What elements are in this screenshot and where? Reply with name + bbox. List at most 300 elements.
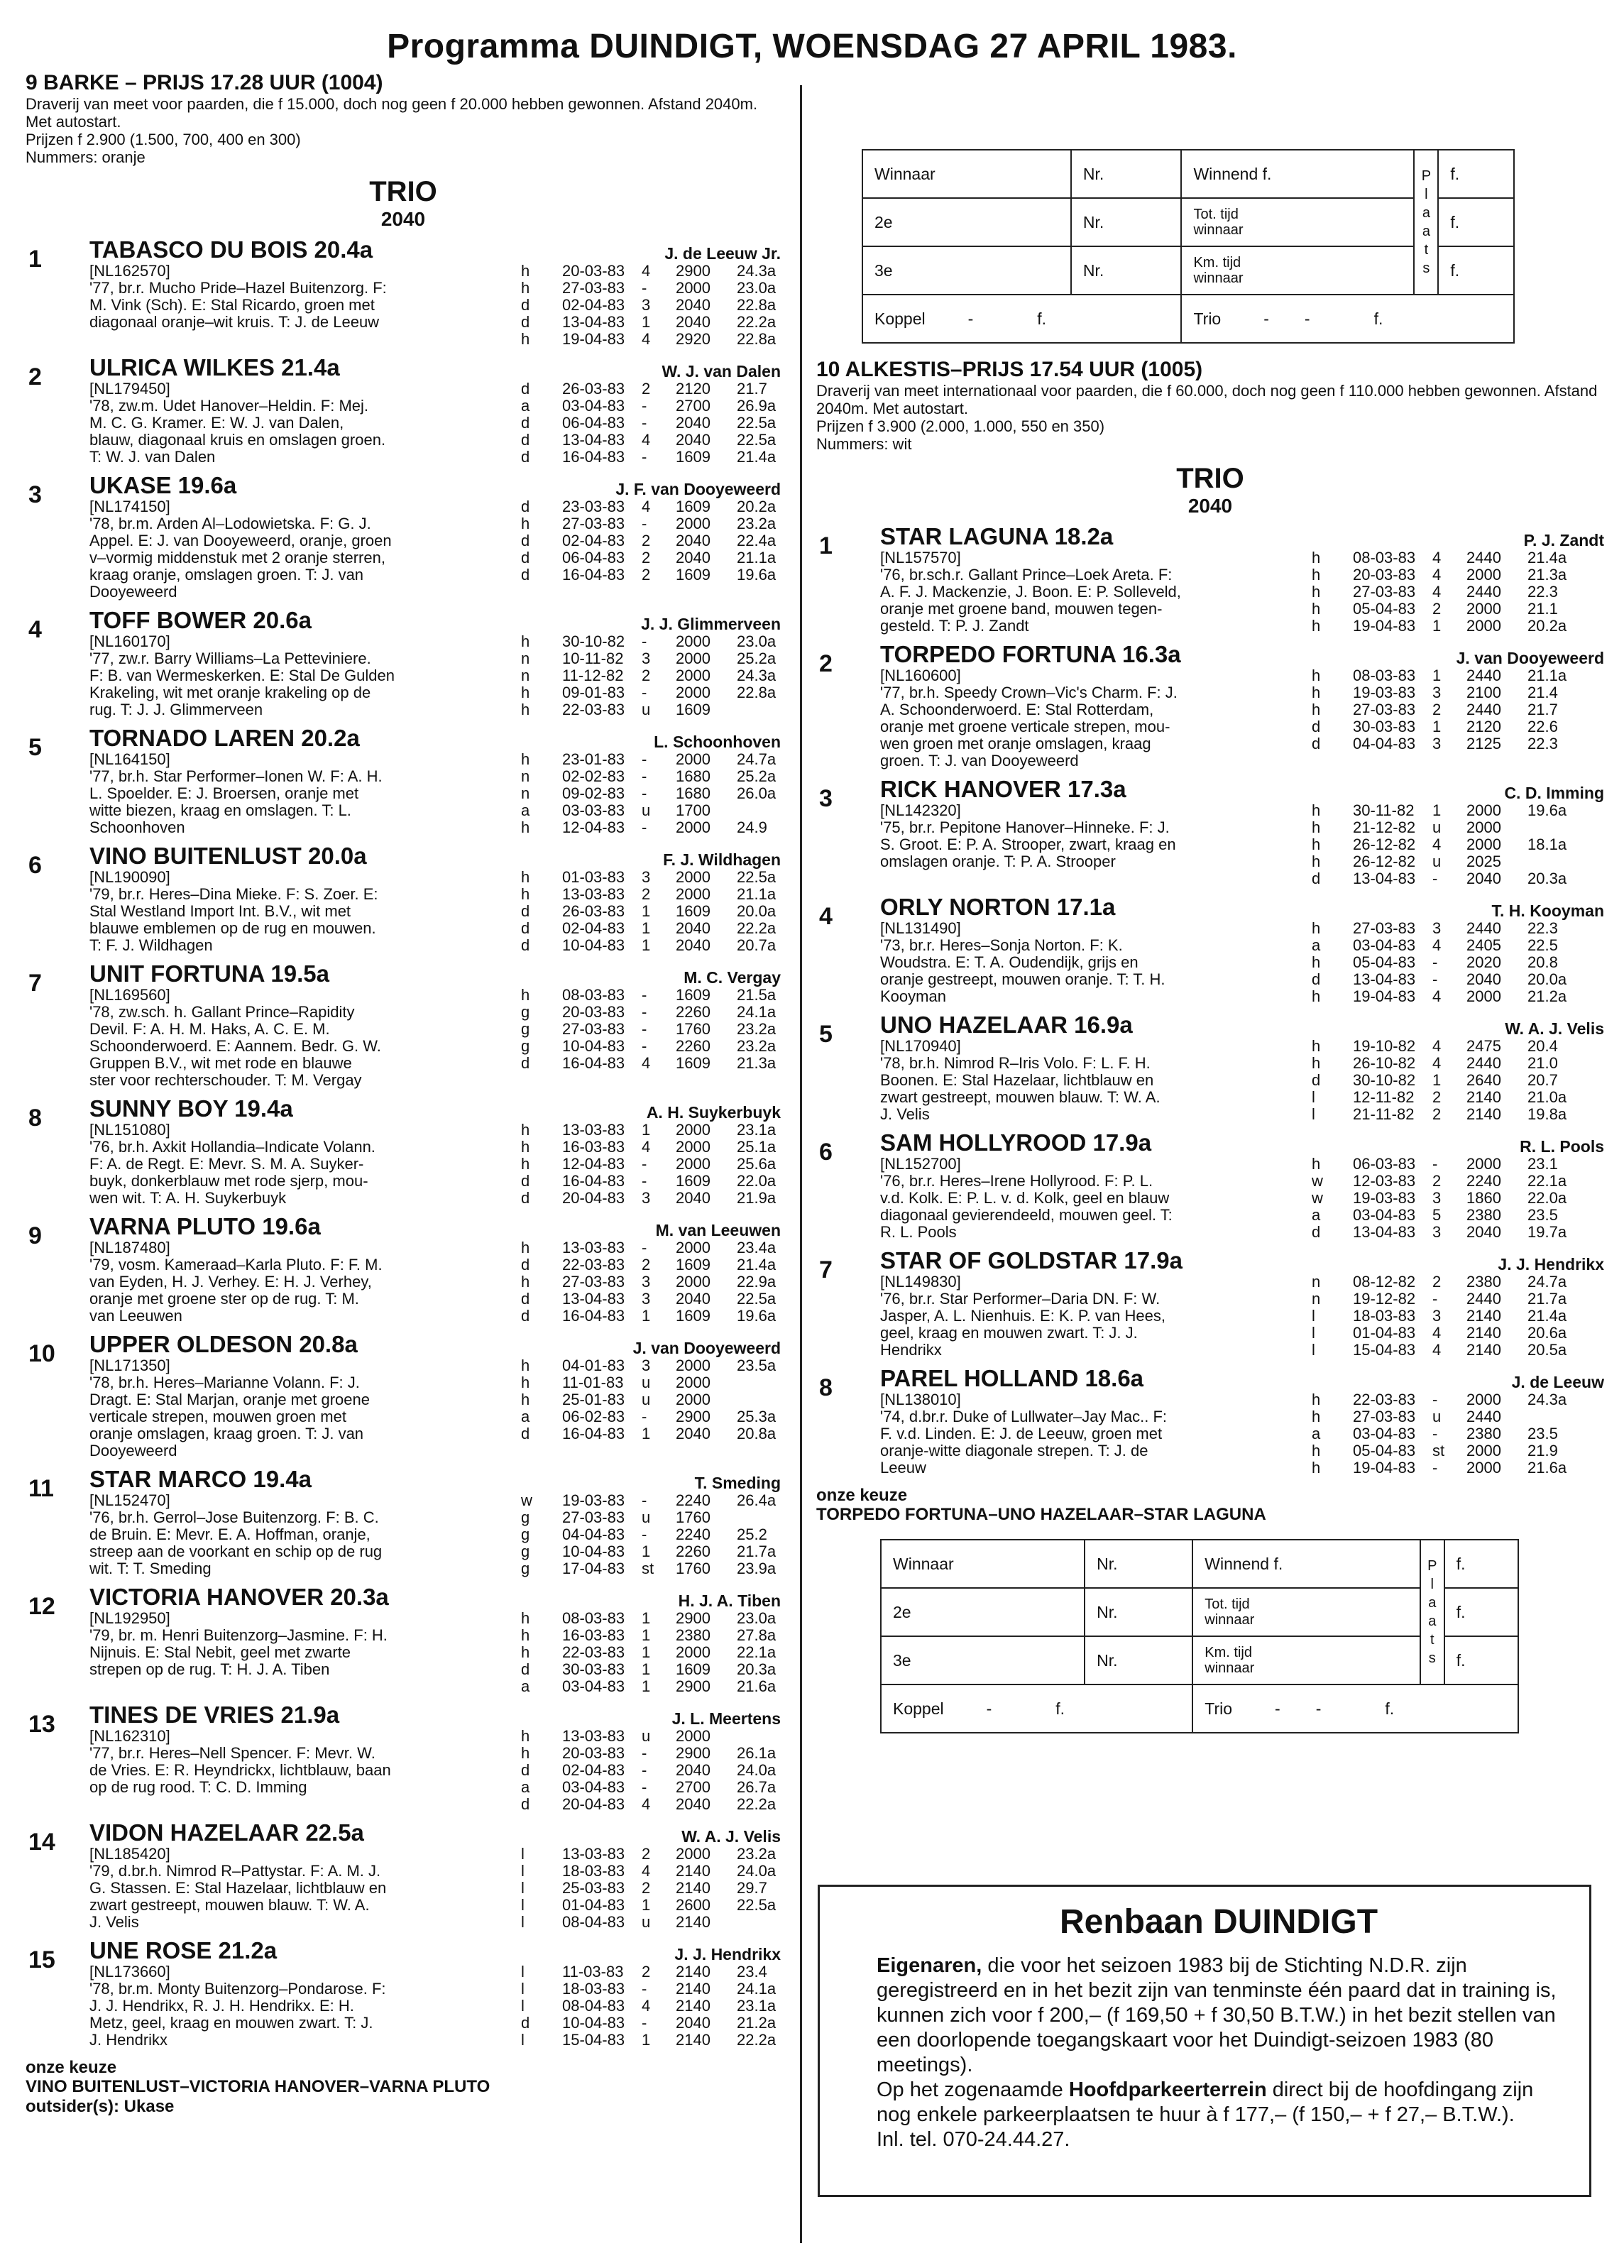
- description-line: [NL138010]: [880, 1391, 961, 1408]
- horse-body: [89, 1963, 781, 2049]
- track-code: h: [521, 279, 530, 297]
- horse-body: [89, 751, 781, 836]
- description-line: oranje met groene band, mouwen tegen-: [880, 600, 1163, 618]
- horse-description: [89, 1492, 508, 1577]
- km-time: 21.7: [1527, 701, 1558, 718]
- track-code: h: [521, 885, 530, 903]
- distance: 2140: [676, 1980, 710, 1998]
- km-time: 23.1: [1527, 1155, 1558, 1173]
- km-time: 20.8: [1527, 953, 1558, 971]
- race-date: 27-03-83: [562, 1020, 625, 1038]
- result-row: [521, 886, 776, 903]
- distance: 2440: [1466, 583, 1501, 601]
- race-date: 13-04-83: [562, 431, 625, 449]
- third-label: 3e: [881, 1636, 1085, 1684]
- placing: 4: [642, 1862, 651, 1880]
- placing: -: [642, 1744, 647, 1762]
- km-time: 21.3a: [737, 1054, 777, 1072]
- km-time: 21.1a: [737, 885, 777, 903]
- km-time: 22.0a: [1527, 1189, 1567, 1207]
- recent-results: [521, 633, 776, 718]
- distance: 2440: [1466, 919, 1501, 937]
- ad-paragraph-parking: [877, 2078, 1561, 2127]
- track-code: d: [521, 2014, 530, 2032]
- race-date: 09-01-83: [562, 684, 625, 701]
- track-code: h: [1312, 987, 1321, 1005]
- description-line: J. Hendrikx: [89, 2031, 168, 2049]
- description-line: op de rug rood. T: C. D. Imming: [89, 1778, 307, 1796]
- placing: u: [1432, 818, 1442, 836]
- result-row: [1312, 584, 1567, 601]
- koppel-cell: [881, 1684, 1192, 1733]
- horse-description: [880, 1391, 1299, 1477]
- km-time: 20.0a: [1527, 970, 1567, 988]
- nr-label: Nr.: [1071, 198, 1182, 246]
- result-row: [1312, 1325, 1567, 1342]
- race-date: 16-03-83: [562, 1138, 625, 1156]
- description-line: T: F. J. Wildhagen: [89, 936, 213, 954]
- description-line: [NL152700]: [880, 1155, 961, 1173]
- race-date: 03-04-83: [1353, 1425, 1416, 1442]
- race-date: 20-03-83: [562, 1744, 625, 1762]
- horse-body: [89, 987, 781, 1089]
- distance: 2000: [676, 1273, 710, 1291]
- description-line: v–vormig middenstuk met 2 oranje sterren,: [89, 549, 385, 566]
- horse-name: VIDON HAZELAAR 22.5a: [89, 1819, 364, 1846]
- total-time-line: Tot. tijd: [1193, 207, 1239, 222]
- placing: 4: [642, 1795, 651, 1813]
- distance: 2040: [676, 1425, 710, 1442]
- race-date: 30-11-82: [1353, 801, 1415, 819]
- driver-name: W. A. J. Velis: [1505, 1019, 1604, 1038]
- placing: -: [1432, 1155, 1438, 1173]
- km-time: 24.3a: [737, 262, 777, 280]
- result-row: [521, 263, 776, 280]
- nr-label: Nr.: [1071, 150, 1182, 198]
- description-line: '78, zw.m. Udet Hanover–Heldin. F: Mej.: [89, 397, 369, 415]
- placing: 3: [642, 1189, 651, 1207]
- placing: 4: [642, 1054, 651, 1072]
- km-time: 22.5a: [737, 868, 777, 886]
- description-line: F: B. van Wermeskerken. E: Stal De Gulden: [89, 667, 395, 684]
- km-time: 21.4: [1527, 684, 1558, 701]
- km-time: 25.2a: [737, 767, 777, 785]
- description-line: [NL162570]: [89, 262, 170, 280]
- result-row: [521, 987, 776, 1004]
- horse-name: SUNNY BOY 19.4a: [89, 1095, 293, 1122]
- track-code: d: [521, 431, 530, 449]
- distance: 2020: [1466, 953, 1501, 971]
- km-time: 19.7a: [1527, 1223, 1567, 1241]
- horse-description: [89, 1728, 508, 1813]
- track-code: h: [1312, 566, 1321, 584]
- result-row: [521, 2032, 776, 2049]
- track-code: g: [521, 1525, 530, 1543]
- result-row: [521, 1998, 776, 2015]
- race-date: 08-03-83: [1353, 667, 1416, 684]
- km-time: 23.0a: [737, 1609, 777, 1627]
- race-date: 20-03-83: [1353, 566, 1416, 584]
- placing: -: [642, 1491, 647, 1509]
- description-line: [NL151080]: [89, 1121, 170, 1139]
- horse-number: 12: [28, 1593, 55, 1620]
- description-line: '77, br.h. Star Performer–Ionen W. F: A. H.: [89, 767, 383, 785]
- result-row: [521, 1173, 776, 1190]
- track-code: h: [521, 1121, 530, 1139]
- track-code: l: [1312, 1324, 1315, 1342]
- distance: 2120: [676, 380, 710, 398]
- horse-name: UNO HAZELAAR 16.9a: [880, 1012, 1133, 1038]
- distance: 2120: [1466, 718, 1501, 735]
- track-code: l: [521, 1896, 525, 1914]
- km-time: 23.1a: [737, 1121, 777, 1139]
- description-line: [NL160170]: [89, 632, 170, 650]
- result-row: [521, 1779, 776, 1796]
- race-date: 12-03-83: [1353, 1172, 1416, 1190]
- race-date: 21-11-82: [1353, 1105, 1415, 1123]
- horse-description: [89, 380, 508, 466]
- description-line: L. Spoelder. E: J. Broersen, oranje met: [89, 784, 359, 802]
- distance: 2240: [676, 1525, 710, 1543]
- horse-number: 5: [819, 1021, 833, 1048]
- distance: 2040: [1466, 970, 1501, 988]
- description-line: streep aan de voorkant en schip op de rug: [89, 1543, 383, 1560]
- race-date: 13-03-83: [562, 1239, 625, 1256]
- track-code: d: [1312, 870, 1321, 887]
- result-row: [521, 751, 776, 768]
- placing: 2: [642, 380, 651, 398]
- description-line: [NL179450]: [89, 380, 170, 398]
- ad-parking-bold: Hoofdparkeerterrein: [1068, 2078, 1267, 2101]
- placing: -: [642, 1003, 647, 1021]
- description-line: [NL169560]: [89, 986, 170, 1004]
- km-time: 23.0a: [737, 632, 777, 650]
- track-code: h: [521, 1273, 530, 1291]
- race-date: 08-04-83: [562, 1997, 625, 2015]
- trio-cell: [1192, 1684, 1518, 1733]
- horse-body: [89, 1610, 781, 1695]
- track-code: h: [521, 1643, 530, 1661]
- description-line: Schoonderwoerd. E: Aannem. Bedr. G. W.: [89, 1037, 381, 1055]
- distance: 1700: [676, 801, 710, 819]
- result-row: [521, 398, 776, 415]
- driver-name: M. van Leeuwen: [655, 1221, 781, 1239]
- km-time: 22.8a: [737, 684, 777, 701]
- race-conditions: Draverij van meet internationaal voor paarden, die f 60.000, doch nog geen f 110.000 hebben gewonnen. Afstand 2040m. Met autostart.: [816, 382, 1598, 417]
- placing: u: [642, 1913, 651, 1931]
- description-line: de Vries. E: R. Heyndrickx, lichtblauw, baan: [89, 1761, 391, 1779]
- horse-body: [89, 498, 781, 601]
- result-row: [521, 937, 776, 954]
- race-date: 20-03-83: [562, 262, 625, 280]
- track-code: l: [1312, 1088, 1315, 1106]
- result-row: [521, 1745, 776, 1762]
- distance: 1609: [676, 902, 710, 920]
- description-line: Woudstra. E: T. A. Oudendijk, grijs en: [880, 953, 1139, 971]
- track-code: d: [521, 1425, 530, 1442]
- result-row: [521, 1492, 776, 1509]
- distance: 2040: [676, 549, 710, 566]
- track-code: n: [1312, 1290, 1321, 1308]
- horse-name: UNIT FORTUNA 19.5a: [89, 960, 329, 987]
- distance: 2900: [676, 1408, 710, 1425]
- result-row: [521, 1981, 776, 1998]
- placing: -: [642, 1155, 647, 1173]
- horse-number: 6: [819, 1139, 833, 1166]
- race-date: 19-04-83: [1353, 617, 1416, 635]
- result-row: [1312, 701, 1567, 718]
- race-heading: 9 BARKE – PRIJS 17.28 UUR (1004): [26, 71, 383, 94]
- description-line: M. C. G. Kramer. E: W. J. van Dalen,: [89, 414, 344, 432]
- placing: 4: [1432, 836, 1442, 853]
- km-time: 22.5a: [737, 1290, 777, 1308]
- km-time: 20.4: [1527, 1037, 1558, 1055]
- description-line: zwart gestreept, mouwen blauw. T: W. A.: [880, 1088, 1161, 1106]
- race-date: 03-04-83: [562, 397, 625, 415]
- track-code: h: [521, 1138, 530, 1156]
- placing: 1: [642, 1543, 651, 1560]
- recent-results: [1312, 549, 1567, 635]
- race-date: 15-04-83: [562, 2031, 625, 2049]
- race-date: 27-03-83: [1353, 1408, 1416, 1425]
- track-code: h: [521, 818, 530, 836]
- result-row: [1312, 1207, 1567, 1224]
- track-code: d: [521, 549, 530, 566]
- our-choice: VINO BUITENLUST–VICTORIA HANOVER–VARNA PLUTO: [26, 2077, 490, 2096]
- trio-distance: 2040: [1187, 495, 1233, 517]
- result-row: [1312, 1442, 1567, 1459]
- description-line: '78, br.m. Arden Al–Lodowietska. F: G. J.: [89, 515, 371, 532]
- plaats-letter: P: [1421, 168, 1432, 184]
- distance: 2140: [676, 1963, 710, 1981]
- result-table: [880, 1539, 1519, 1733]
- placing: 4: [1432, 1037, 1442, 1055]
- track-code: h: [521, 1155, 530, 1173]
- distance: 2640: [1466, 1071, 1501, 1089]
- result-row: [1312, 1291, 1567, 1308]
- description-line: omslagen oranje. T: P. A. Strooper: [880, 853, 1116, 870]
- race-date: 16-04-83: [562, 1172, 625, 1190]
- horse-name: TABASCO DU BOIS 20.4a: [89, 236, 373, 263]
- race-numbers: Nummers: wit: [816, 435, 912, 453]
- result-row: [521, 1291, 776, 1308]
- race-date: 25-03-83: [562, 1879, 625, 1897]
- driver-name: J. J. Glimmerveen: [641, 615, 781, 633]
- recent-results: [521, 1846, 776, 1931]
- race-date: 02-04-83: [562, 919, 625, 937]
- horse-body: [89, 1122, 781, 1207]
- advertisement-box: [818, 1885, 1591, 2197]
- track-code: l: [1312, 1307, 1315, 1325]
- km-time: 21.7a: [1527, 1290, 1567, 1308]
- km-time: 25.1a: [737, 1138, 777, 1156]
- race-date: 06-03-83: [1353, 1155, 1416, 1173]
- distance: 1609: [676, 448, 710, 466]
- distance: 2000: [1466, 801, 1501, 819]
- track-code: h: [1312, 701, 1321, 718]
- track-code: h: [1312, 1391, 1321, 1408]
- distance: 2140: [676, 1997, 710, 2015]
- km-time-label: [1181, 246, 1414, 295]
- placing: -: [642, 414, 647, 432]
- race-date: 18-03-83: [562, 1862, 625, 1880]
- recent-results: [521, 987, 776, 1089]
- track-code: n: [521, 784, 530, 802]
- race-prizes: Prijzen f 3.900 (2.000, 1.000, 550 en 350): [816, 417, 1105, 435]
- km-time: 21.4a: [1527, 1307, 1567, 1325]
- track-code: w: [521, 1491, 532, 1509]
- distance: 2000: [676, 1239, 710, 1256]
- plaats-letter: a: [1428, 1614, 1437, 1629]
- distance: 2440: [1466, 667, 1501, 684]
- currency-f: f.: [1373, 309, 1383, 328]
- description-line: J. J. Hendrikx, R. J. H. Hendrikx. E: H.: [89, 1997, 354, 2015]
- result-row: [1312, 853, 1567, 870]
- horse-description: [89, 751, 508, 836]
- result-row: [1312, 1342, 1567, 1359]
- km-time: 24.3a: [737, 667, 777, 684]
- plaats-letter: s: [1428, 1650, 1436, 1666]
- race-date: 19-03-83: [1353, 684, 1416, 701]
- placing: -: [1432, 1391, 1438, 1408]
- km-time: 23.5a: [737, 1357, 777, 1374]
- track-code: l: [521, 1997, 525, 2015]
- recent-results: [1312, 920, 1567, 1005]
- track-code: d: [521, 566, 530, 584]
- placing: -: [642, 279, 647, 297]
- km-time: 22.3: [1527, 735, 1558, 752]
- track-code: a: [521, 1408, 530, 1425]
- km-time: 21.2a: [737, 2014, 777, 2032]
- distance: 2140: [1466, 1341, 1501, 1359]
- track-code: n: [521, 667, 530, 684]
- distance: 2380: [1466, 1273, 1501, 1291]
- trio-label: Trio: [1193, 309, 1222, 328]
- result-row: [1312, 1106, 1567, 1123]
- result-row: [521, 819, 776, 836]
- track-code: h: [1312, 818, 1321, 836]
- race-date: 04-04-83: [1353, 735, 1416, 752]
- horse-description: [89, 1963, 508, 2049]
- horse-name: STAR MARCO 19.4a: [89, 1466, 312, 1492]
- horse-description: [880, 549, 1299, 635]
- result-row: [521, 1357, 776, 1374]
- horse-body: [880, 1273, 1604, 1359]
- race-date: 10-04-83: [562, 1543, 625, 1560]
- distance: 2000: [1466, 600, 1501, 618]
- distance: 2000: [676, 667, 710, 684]
- track-code: d: [521, 1172, 530, 1190]
- ad-title: Renbaan DUINDIGT: [1059, 1903, 1378, 1941]
- horse-entry: [26, 1096, 781, 1207]
- distance: 2140: [676, 2031, 710, 2049]
- placing: 4: [642, 498, 651, 515]
- placing: -: [642, 1172, 647, 1190]
- horse-entry: [816, 894, 1604, 1005]
- result-row: [521, 802, 776, 819]
- placing: -: [642, 1037, 647, 1055]
- horse-number: 2: [819, 650, 833, 677]
- driver-name: J. F. van Dooyeweerd: [615, 480, 781, 498]
- track-code: d: [521, 1290, 530, 1308]
- description-line: oranje-witte diagonale strepen. T: J. de: [880, 1442, 1148, 1459]
- winning-amount-label: Winnend f.: [1192, 1540, 1420, 1588]
- description-line: '77, br.h. Speedy Crown–Vic's Charm. F: J.: [880, 684, 1178, 701]
- km-time: 19.6a: [1527, 801, 1567, 819]
- track-code: h: [521, 986, 530, 1004]
- description-line: zwart gestreept, mouwen blauw. T: W. A.: [89, 1896, 370, 1914]
- distance: 2700: [676, 397, 710, 415]
- result-row: [521, 515, 776, 532]
- km-time: 21.2a: [1527, 987, 1567, 1005]
- description-line: A. Schoonderwoerd. E: Stal Rotterdam,: [880, 701, 1154, 718]
- result-row: [521, 650, 776, 667]
- currency-f: f.: [1385, 1699, 1395, 1718]
- distance: 2440: [1466, 1054, 1501, 1072]
- placing: 1: [1432, 667, 1442, 684]
- track-code: h: [1312, 684, 1321, 701]
- race-numbers: Nummers: oranje: [26, 148, 146, 166]
- horse-number: 14: [28, 1829, 55, 1856]
- distance: 2040: [676, 431, 710, 449]
- placing: 1: [642, 919, 651, 937]
- placing: 2: [642, 549, 651, 566]
- horse-body: [89, 869, 781, 954]
- description-line: oranje met groene verticale strepen, mou-: [880, 718, 1170, 735]
- placing: 4: [642, 431, 651, 449]
- track-code: l: [521, 1879, 525, 1897]
- track-code: a: [521, 1677, 530, 1695]
- race-date: 12-04-83: [562, 818, 625, 836]
- description-line: '77, br.r. Heres–Nell Spencer. F: Mevr. W.: [89, 1744, 375, 1762]
- track-code: d: [521, 1660, 530, 1678]
- distance: 2140: [676, 1879, 710, 1897]
- distance: 2000: [1466, 987, 1501, 1005]
- result-row: [1312, 954, 1567, 971]
- result-row: [521, 785, 776, 802]
- placing: 1: [642, 1677, 651, 1695]
- result-row: [521, 549, 776, 566]
- race-date: 12-04-83: [562, 1155, 625, 1173]
- distance: 2240: [1466, 1172, 1501, 1190]
- track-code: d: [521, 498, 530, 515]
- description-line: de Bruin. E: Mevr. E. A. Hoffman, oranje,: [89, 1525, 371, 1543]
- distance: 2000: [676, 515, 710, 532]
- column-divider: [800, 85, 802, 2243]
- distance: 2140: [1466, 1105, 1501, 1123]
- km-time: 21.7a: [737, 1543, 777, 1560]
- result-row: [521, 684, 776, 701]
- description-line: Nijnuis. E: Stal Nebit, geel met zwarte: [89, 1643, 351, 1661]
- distance: 2000: [676, 650, 710, 667]
- race-date: 02-02-83: [562, 767, 625, 785]
- placing: 4: [642, 1138, 651, 1156]
- recent-results: [1312, 1156, 1567, 1241]
- track-code: n: [521, 650, 530, 667]
- horse-entry: [26, 1332, 781, 1459]
- horse-entry: [26, 725, 781, 836]
- horse-name: PAREL HOLLAND 18.6a: [880, 1365, 1144, 1391]
- currency-f: f.: [1444, 1636, 1518, 1684]
- horse-name: UNE ROSE 21.2a: [89, 1937, 278, 1963]
- total-time-line: Tot. tijd: [1205, 1596, 1250, 1612]
- description-line: '79, vosm. Kameraad–Karla Pluto. F: F. M.: [89, 1256, 383, 1273]
- race-date: 30-03-83: [562, 1660, 625, 1678]
- race-date: 15-04-83: [1353, 1341, 1416, 1359]
- race-date: 16-04-83: [562, 448, 625, 466]
- result-row: [521, 869, 776, 886]
- distance: 2000: [1466, 1155, 1501, 1173]
